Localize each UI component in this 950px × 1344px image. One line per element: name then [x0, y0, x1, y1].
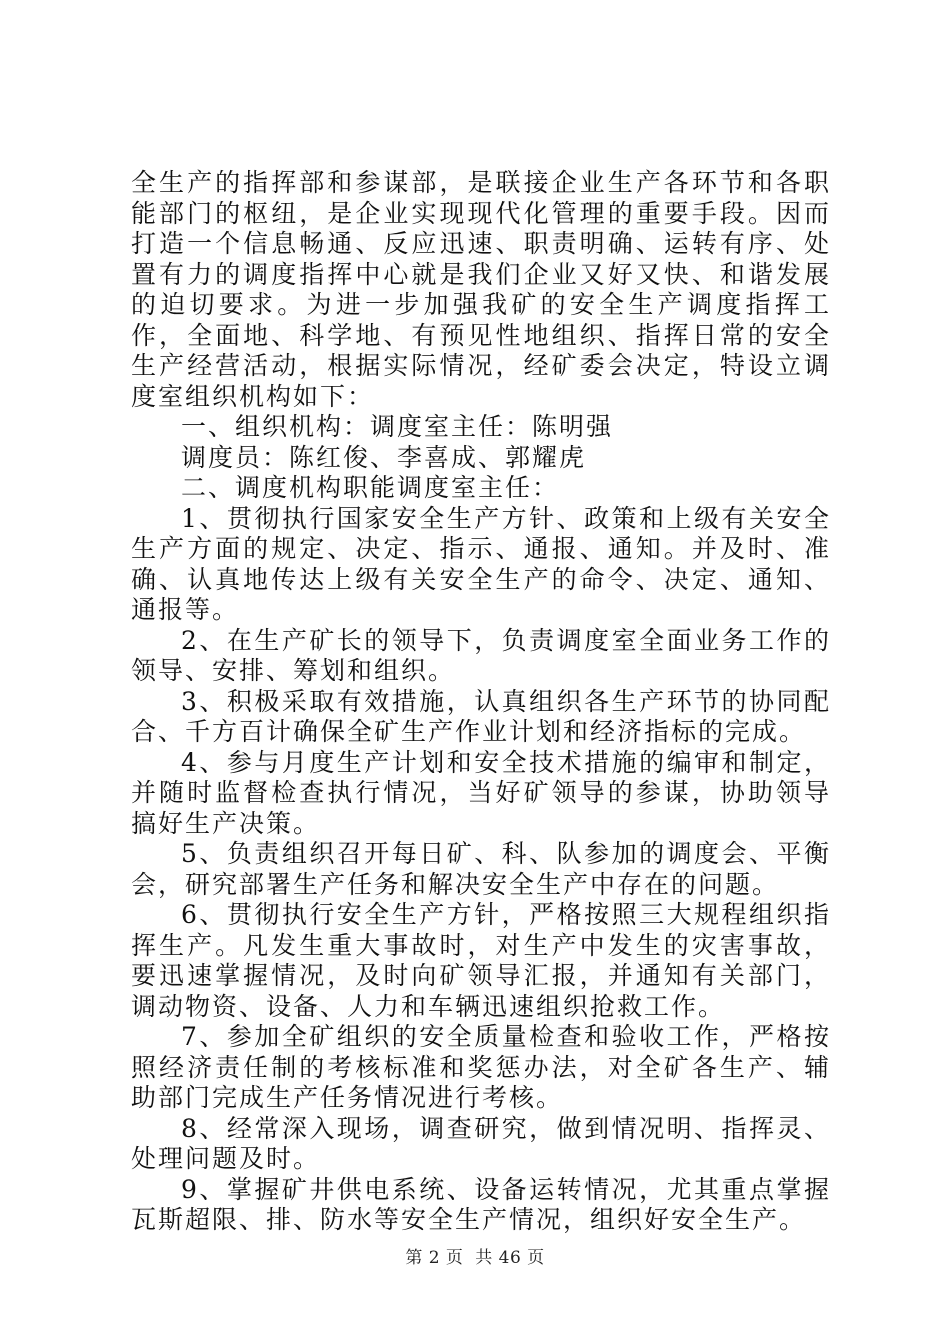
paragraph-org-structure: 一、组织机构：调度室主任：陈明强: [181, 412, 614, 441]
paragraph-item-1: 1、贯彻执行国家安全生产方针、政策和上级有关安全生产方面的规定、决定、指示、通报、通知。并及时、准确、认真地传达上级有关安全生产的命令、决定、通知、通报等。: [131, 503, 831, 624]
paragraph-item-3: 3、积极采取有效措施，认真组织各生产环节的协同配合、千方百计确保全矿生产作业计划和经济指标的完成。: [131, 686, 831, 746]
paragraph-item-5: 5、负责组织召开每日矿、科、队参加的调度会、平衡会，研究部署生产任务和解决安全生产中存在的问题。: [131, 839, 831, 899]
paragraph-item-8: 8、经常深入现场，调查研究，做到情况明、指挥灵、处理问题及时。: [131, 1113, 831, 1173]
paragraph-functions-heading: 二、调度机构职能调度室主任：: [181, 473, 560, 502]
paragraph-intro: 全生产的指挥部和参谋部，是联接企业生产各环节和各职能部门的枢纽，是企业实现现代化管理的重要手段。因而打造一个信息畅通、反应迅速、职责明确、运转有序、处置有力的调度指挥中心就是我们企业又好又快、和谐发展的迫切要求。为进一步加强我矿的安全生产调度指挥工作，全面地、科学地、有预见性地组织、指挥日常的安全生产经营活动，根据实际情况，经矿委会决定，特设立调度室组织机构如下：: [131, 168, 831, 411]
paragraph-item-7: 7、参加全矿组织的安全质量检查和验收工作，严格按照经济责任制的考核标准和奖惩办法，对全矿各生产、辅助部门完成生产任务情况进行考核。: [131, 1022, 831, 1112]
paragraph-item-9: 9、掌握矿井供电系统、设备运转情况，尤其重点掌握瓦斯超限、排、防水等安全生产情况，组织好安全生产。: [131, 1174, 831, 1234]
page-number-label: 第 2 页 共 46 页: [405, 1248, 545, 1268]
document-body: [131, 168, 831, 1236]
paragraph-item-2: 2、在生产矿长的领导下，负责调度室全面业务工作的领导、安排、筹划和组织。: [131, 625, 831, 685]
paragraph-item-6: 6、贯彻执行安全生产方针，严格按照三大规程组织指挥生产。凡发生重大事故时，对生产中发生的灾害事故，要迅速掌握情况，及时向矿领导汇报，并通知有关部门，调动物资、设备、人力和车辆迅速组织抢救工作。: [131, 900, 831, 1021]
paragraph-dispatchers: 调度员：陈红俊、李喜成、郭耀虎: [181, 442, 587, 472]
page-footer: [0, 1243, 950, 1268]
paragraph-item-4: 4、参与月度生产计划和安全技术措施的编审和制定，并随时监督检查执行情况，当好矿领导的参谋，协助领导搞好生产决策。: [131, 747, 831, 838]
